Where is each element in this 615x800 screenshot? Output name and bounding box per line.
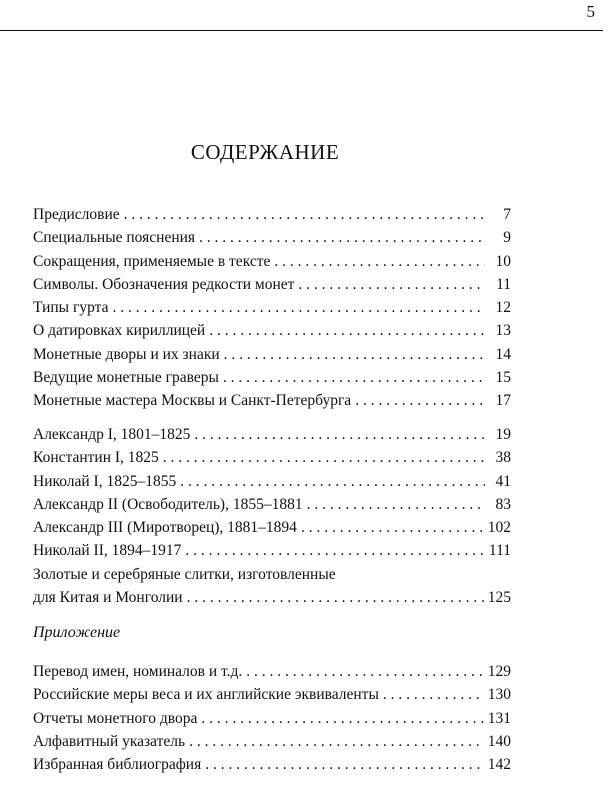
toc-entry-label: Сокращения, применяемые в тексте: [33, 252, 271, 270]
toc-leader-dots: [163, 446, 485, 469]
page-number: 5: [586, 2, 595, 21]
toc-leader-dots: [383, 683, 484, 706]
toc-entry-page: 19: [495, 426, 511, 443]
toc-leader-dots: [246, 660, 483, 683]
toc-entry[interactable]: [33, 683, 511, 706]
toc-entry-page: 9: [503, 229, 511, 247]
toc-entry-page: 12: [495, 299, 511, 317]
toc-entry-page: 130: [487, 686, 511, 704]
appendix-heading: Приложение: [33, 624, 121, 641]
page-title: СОДЕРЖАНИЕ: [190, 140, 340, 164]
toc-entry-page: 102: [487, 519, 511, 537]
toc-entry[interactable]: [33, 539, 511, 562]
toc-entry-page: 7: [503, 206, 511, 223]
toc-entry[interactable]: [33, 250, 511, 273]
toc-leader-dots: [205, 753, 484, 776]
toc-entry-page: 14: [495, 345, 511, 363]
header-rule: [0, 30, 603, 31]
toc-leader-dots: [274, 250, 485, 273]
toc-entry[interactable]: [33, 366, 511, 389]
toc-entry-page: 38: [495, 449, 511, 467]
toc-leader-dots: [199, 226, 485, 249]
toc-entry-label: Перевод имен, номиналов и т.д.: [33, 663, 243, 680]
toc-entry[interactable]: [33, 273, 511, 296]
toc-leader-dots: [180, 470, 485, 493]
toc-entry-page: 13: [495, 322, 511, 340]
toc-leader-dots: [223, 366, 485, 389]
toc-entry[interactable]: [33, 516, 511, 539]
toc-entry-label: Предисловие: [33, 206, 120, 223]
toc-section-rulers: [33, 423, 511, 609]
toc-entry[interactable]: [33, 343, 511, 366]
toc-leader-dots: [301, 516, 484, 539]
toc-entry-label: О датировках кириллицей: [33, 322, 206, 340]
toc-entry-label: Монетные мастера Москвы и Санкт-Петербурга: [33, 392, 352, 410]
toc-leader-dots: [194, 423, 485, 446]
toc-leader-dots: [201, 707, 483, 730]
toc-entry[interactable]: [33, 446, 511, 469]
toc-entry-page: 142: [487, 756, 511, 774]
toc-entry-label: Ведущие монетные граверы: [33, 369, 219, 387]
toc-entry-label: Российские меры веса и их английские эквиваленты: [33, 686, 379, 704]
toc-entry-page: 11: [496, 275, 511, 293]
toc-entry[interactable]: [33, 296, 511, 319]
toc-section-appendix: [33, 660, 511, 776]
toc-entry[interactable]: [33, 470, 511, 493]
toc-entry-label: Александр III (Миротворец), 1881–1894: [33, 519, 297, 537]
toc-entry-page: 41: [495, 472, 511, 490]
toc-entry-page: 125: [487, 589, 511, 607]
toc-leader-dots: [124, 203, 485, 226]
toc-entry-page: 129: [487, 663, 511, 680]
toc-entry[interactable]: [33, 319, 511, 342]
toc-entry[interactable]: [33, 730, 511, 753]
toc-entry-label: Александр I, 1801–1825: [33, 426, 191, 443]
toc-entry[interactable]: [33, 226, 511, 249]
toc-entry[interactable]: [33, 563, 511, 610]
toc-entry[interactable]: [33, 493, 511, 516]
toc-entry-page: 15: [495, 369, 511, 387]
toc-entry[interactable]: [33, 753, 511, 776]
toc-leader-dots: [355, 389, 485, 412]
toc-leader-dots: [307, 493, 485, 516]
toc-entry-page: 83: [495, 495, 511, 513]
toc-leader-dots: [189, 730, 484, 753]
toc-leader-dots: [112, 296, 485, 319]
toc-entry-page: 111: [488, 542, 511, 560]
toc-entry-page: 17: [495, 392, 511, 410]
toc-entry-label: Алфавитный указатель: [33, 732, 186, 750]
toc-section-front-matter: [33, 203, 511, 413]
toc-entry-label: для Китая и Монголии: [33, 589, 183, 607]
toc-entry-page: 10: [495, 252, 511, 270]
toc-entry-label: Николай II, 1894–1917: [33, 542, 182, 560]
toc-entry[interactable]: [33, 660, 511, 683]
toc-entry-page: 140: [487, 732, 511, 750]
toc-entry[interactable]: [33, 423, 511, 446]
toc-leader-dots: [298, 273, 485, 296]
toc-entry-label: Типы гурта: [33, 299, 109, 317]
toc-entry-page: 131: [487, 709, 511, 727]
toc-leader-dots: [209, 319, 485, 342]
toc-entry-label: Отчеты монетного двора: [33, 709, 198, 727]
toc-leader-dots: [185, 539, 485, 562]
toc-entry-label-line1: Золотые и серебряные слитки, изготовленные: [33, 565, 336, 583]
toc-entry-label: Символы. Обозначения редкости монет: [33, 275, 295, 293]
toc-entry[interactable]: [33, 707, 511, 730]
toc-entry-label: Монетные дворы и их знаки: [33, 345, 220, 363]
toc-entry-label: Избранная библиография: [33, 756, 202, 774]
toc-entry-label: Константин I, 1825: [33, 449, 159, 467]
toc-entry[interactable]: [33, 203, 511, 226]
toc-entry-label: Специальные пояснения: [33, 229, 196, 247]
toc-leader-dots: [224, 343, 485, 366]
toc-entry-label: Николай I, 1825–1855: [33, 472, 177, 490]
toc-leader-dots: [187, 586, 484, 609]
toc-entry-label: Александр II (Освободитель), 1855–1881: [33, 495, 303, 513]
toc-entry[interactable]: [33, 389, 511, 412]
